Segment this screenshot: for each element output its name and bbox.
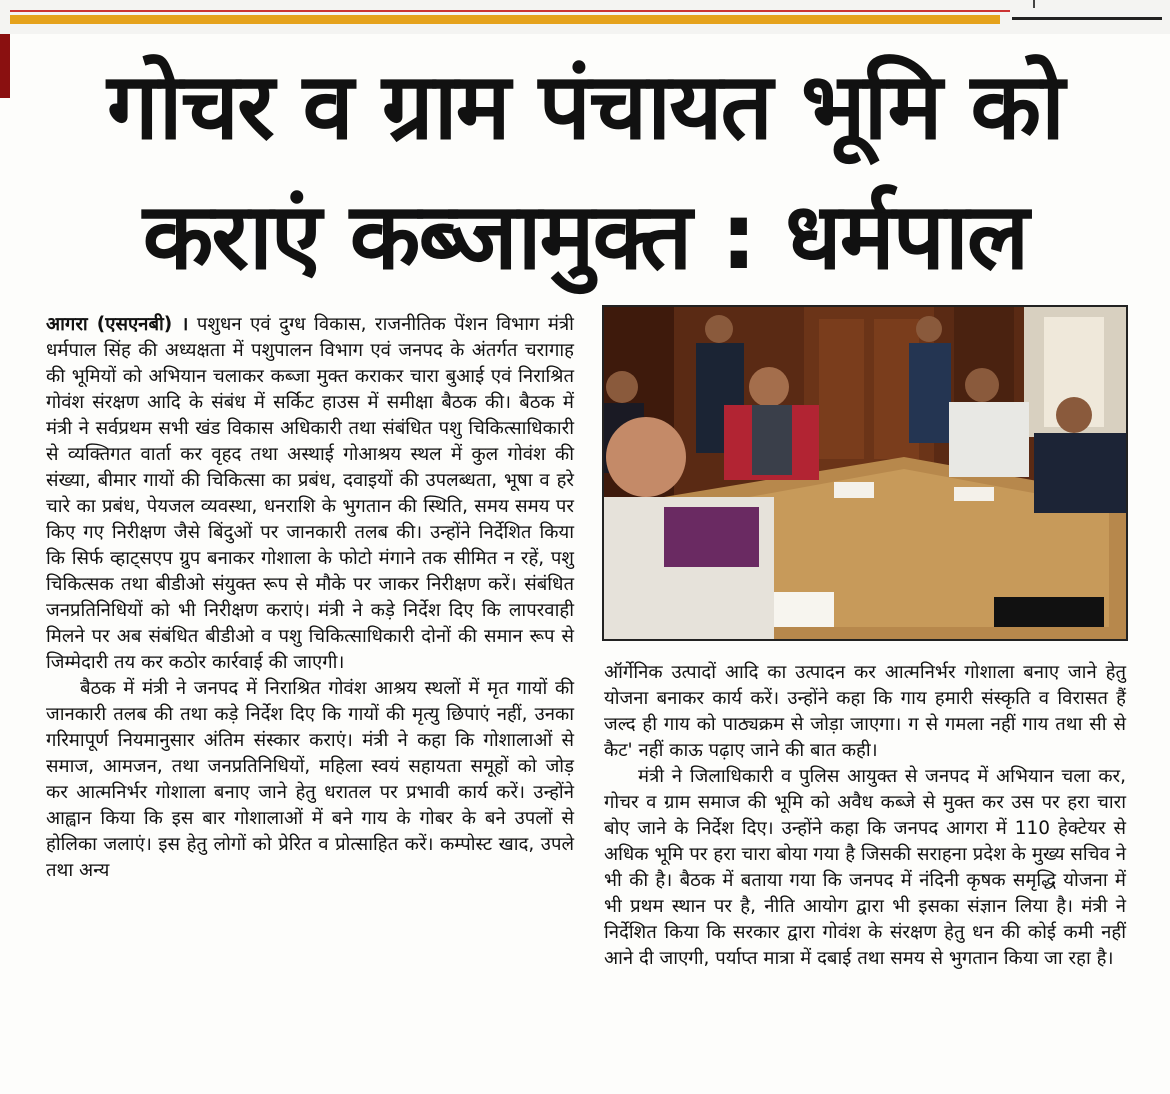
headline — [10, 44, 1160, 300]
meeting-photo-image — [604, 307, 1126, 639]
article-column-1 — [46, 312, 574, 884]
dark-rule — [1012, 17, 1162, 20]
paragraph-text: पशुधन एवं दुग्ध विकास, राजनीतिक पेंशन विभाग मंत्री धर्मपाल सिंह की अध्यक्षता में पशुपालन विभाग एवं जनपद के अंतर्गत चरागाह की भूमियों को अभियान चलाकर कब्जा मुक्त कराकर चारा बुआई एवं निराश्रित गोवंश संरक्षण आदि के संबंध में सर्किट हाउस में समीक्षा बैठक की। बैठक में मंत्री ने सर्वप्रथम सभी खंड विकास अधिकारी तथा संबंधित पशु चिकित्साधिकारी से व्यक्तिगत वार्ता कर वृहद तथा अस्थाई गोआश्रय स्थल में कुल गोवंश की संख्या, बीमार गायों की चिकित्सा का प्रबंध, दवाइयों की उपलब्धता, भूषा व हरे चारे का प्रबंध, पेयजल व्यवस्था, धनराशि के भुगतान की स्थिति, समय समय पर किए गए निरीक्षण जैसे बिंदुओं पर जानकारी तलब की। उन्होंने निर्देशित किया कि सिर्फ व्हाट्सएप ग्रुप बनाकर गोशाला के फोटो मंगाने तक सीमित न रहें, पशु चिकित्सक तथा बीडीओ संयुक्त रूप से मौके पर जाकर निरीक्षण करें। संबंधित जनप्रतिनिधियों को भी निरीक्षण कराएं। मंत्री ने कड़े निर्देश दिए कि लापरवाही मिलने पर अब संबंधित बीडीओ व पशु चिकित्साधिकारी दोनों की समान रूप से जिम्मेदारी तय कर कठोर कार्रवाई की जाएगी। — [46, 314, 574, 673]
headline-line-1: गोचर व ग्राम पंचायत भूमि को — [106, 53, 1063, 160]
article-paragraph: बैठक में मंत्री ने जनपद में निराश्रित गोवंश आश्रय स्थलों में मृत गायों की जानकारी तलब की तथा कड़े निर्देश दिए कि गायों की मृत्यु छिपाएं नहीं, उनका गरिमापूर्ण नियमानुसार अंतिम संस्कार कराएं। मंत्री ने कहा कि गोशालाओं से समाज, आमजन, तथा जनप्रतिनिधियों, महिला स्वयं सहायता समूहों को जोड़ कर आत्मनिर्भर गोशाला बनाए जाने हेतु धरातल पर प्रभावी कार्य करें। उन्होंने आह्वान किया कि इस बार गोशालाओं में बने गाय के गोबर के बने उपलों से होलिका जलाएं। इस हेतु लोगों को प्रेरित व प्रोत्साहित करें। कम्पोस्ट खाद, उपले तथा अन्य — [46, 678, 574, 881]
left-edge-strip — [0, 34, 10, 98]
rule-tick — [1033, 0, 1035, 8]
headline-line-2: कराएं कब्जामुक्त : धर्मपाल — [142, 183, 1028, 290]
article-column-2 — [604, 660, 1126, 972]
article-paragraph — [46, 312, 574, 676]
article-paragraph: ऑर्गेनिक उत्पादों आदि का उत्पादन कर आत्मनिर्भर गोशाला बनाए जाने हेतु योजना बनाकर कार्य करें। उन्होंने कहा कि गाय हमारी संस्कृति व विरासत हैं जल्द ही गाय को पाठ्यक्रम से जोड़ा जाएगा। ग से गमला नहीं गाय तथा सी से कैट' नहीं काऊ पढ़ाए जाने की बात कही। — [604, 662, 1126, 761]
gold-rule — [10, 15, 1000, 24]
dateline: आगरा (एसएनबी) । — [46, 314, 189, 335]
red-rule — [10, 10, 1010, 12]
top-rule-bar — [0, 0, 1170, 34]
article-paragraph: मंत्री ने जिलाधिकारी व पुलिस आयुक्त से जनपद में अभियान चला कर, गोचर व ग्राम समाज की भूमि को अवैध कब्जे से मुक्त कर उस पर हरा चारा बोए जाने के निर्देश दिए। उन्होंने कहा कि जनपद आगरा में 110 हेक्टेयर से अधिक भूमि पर हरा चारा बोया गया है जिसकी सराहना प्रदेश के मुख्य सचिव ने भी की है। बैठक में बताया गया कि जनपद में नंदिनी कृषक समृद्धि योजना में भी प्रथम स्थान पर है, नीति आयोग द्वारा भी इसका संज्ञान लिया है। मंत्री ने निर्देशित किया कि सरकार द्वारा गोवंश के संरक्षण हेतु धन की कोई कमी नहीं आने दी जाएगी, पर्याप्त मात्रा में दबाई तथा समय से भुगतान किया जा रहा है। — [604, 766, 1126, 969]
meeting-photo — [602, 305, 1128, 641]
